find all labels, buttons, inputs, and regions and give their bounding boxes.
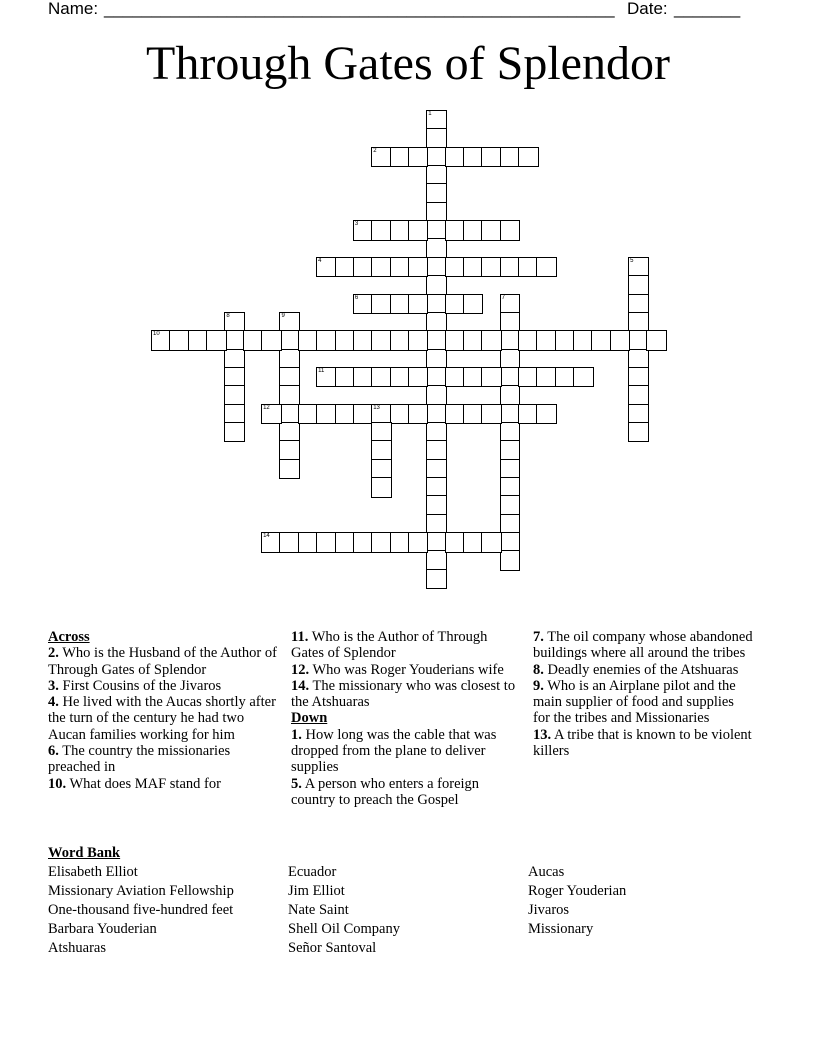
crossword-cell[interactable] — [408, 294, 429, 315]
cell-number: 3 — [354, 221, 359, 228]
crossword-cell[interactable] — [408, 532, 429, 553]
crossword-cell[interactable] — [610, 330, 631, 351]
crossword-cell[interactable] — [518, 147, 539, 168]
cell-number: 7 — [501, 294, 505, 301]
word-bank-item: Elisabeth Elliot — [48, 864, 138, 880]
crossword-cell[interactable] — [408, 330, 429, 351]
down-clue-9: 9. Who is an Airplane pilot and the main supplier of food and supplies for the tribes and Missionaries — [533, 677, 736, 727]
page-title: Through Gates of Splendor — [146, 37, 670, 90]
down-heading: Down — [291, 710, 328, 727]
crossword-cell[interactable] — [224, 422, 245, 443]
word-bank-item: Roger Youderian — [528, 883, 627, 899]
crossword-cell[interactable] — [408, 220, 429, 241]
cell-number: 5 — [630, 257, 634, 264]
crossword-cell[interactable] — [408, 147, 429, 168]
crossword-cell[interactable] — [481, 532, 502, 553]
crossword-cell[interactable] — [261, 330, 282, 351]
word-bank-column-2 — [288, 863, 400, 958]
crossword-cell[interactable] — [481, 330, 502, 351]
word-bank-item: Ecuador — [288, 864, 337, 880]
word-bank-item: Jim Elliot — [288, 883, 345, 899]
word-bank-item: Señor Santoval — [288, 940, 377, 956]
word-bank-heading: Word Bank — [48, 845, 121, 861]
crossword-cell[interactable] — [628, 422, 649, 443]
down-clue-13: 13. A tribe that is known to be violent killers — [533, 726, 752, 760]
crossword-cell[interactable] — [408, 257, 429, 278]
clue-column-2 — [291, 629, 519, 808]
clue-column-3 — [533, 629, 753, 759]
cell-number: 4 — [318, 257, 322, 264]
cell-number: 12 — [263, 404, 270, 411]
word-bank-item: Atshuaras — [48, 940, 106, 956]
cell-number: 9 — [281, 312, 285, 319]
across-clue-4: 4. He lived with the Aucas shortly after the turn of the century he had two Aucan families working for him — [48, 694, 276, 743]
across-clue-2: 2. Who is the Husband of the Author of Through Gates of Splendor — [48, 645, 277, 678]
word-bank-item: Missionary — [528, 921, 594, 937]
across-clue-10: 10. What does MAF stand for — [48, 775, 221, 792]
crossword-cell[interactable] — [536, 404, 557, 425]
crossword-cell[interactable] — [206, 330, 227, 351]
word-bank-item: Nate Saint — [288, 902, 349, 918]
date-blank[interactable]: _______ — [674, 0, 741, 18]
word-bank-item: Missionary Aviation Fellowship — [48, 883, 234, 899]
crossword-cell[interactable] — [573, 367, 594, 388]
name-blank[interactable]: ______________________________________________________ — [104, 0, 615, 18]
crossword-cell[interactable] — [371, 477, 392, 498]
across-clue-6: 6. The country the missionaries preached in — [48, 743, 231, 776]
cell-number: 6 — [354, 294, 359, 301]
down-clue-8: 8. Deadly enemies of the Atshuaras — [533, 661, 739, 678]
crossword-cell[interactable] — [261, 404, 282, 425]
across-clue-14: 14. The missionary who was closest to the Atshuaras — [291, 677, 516, 711]
cell-number: 1 — [428, 111, 432, 117]
down-clue-7: 7. The oil company whose abandoned buildings where all around the tribes — [533, 629, 753, 662]
crossword-cell[interactable] — [279, 459, 300, 480]
crossword-cell[interactable] — [481, 404, 502, 425]
crossword-cell[interactable] — [463, 294, 484, 315]
header-line — [48, 0, 748, 22]
cell-number: 14 — [263, 533, 270, 540]
word-bank-item: Jivaros — [528, 902, 570, 918]
across-clue-12: 12. Who was Roger Youderians wife — [291, 661, 504, 678]
date-label: Date: — [627, 0, 668, 18]
cell-number: 8 — [226, 312, 230, 319]
clue-column-1 — [48, 629, 280, 792]
crossword-cell[interactable] — [646, 330, 667, 351]
word-bank-column-1 — [48, 863, 234, 958]
down-clue-5: 5. A person who enters a foreign country to preach the Gospel — [291, 775, 480, 808]
name-label: Name: — [48, 0, 99, 18]
word-bank-item: Shell Oil Company — [288, 921, 400, 937]
cell-number: 2 — [373, 147, 377, 154]
word-bank-item: Aucas — [528, 864, 565, 880]
cell-number: 13 — [373, 404, 380, 411]
crossword-cell[interactable] — [426, 569, 447, 590]
word-bank-item: Barbara Youderian — [48, 921, 157, 937]
crossword-cell[interactable] — [500, 550, 521, 571]
crossword-cell[interactable] — [481, 367, 502, 388]
crossword-cell[interactable] — [408, 367, 429, 388]
across-clue-11: 11. Who is the Author of Through Gates of Splendor — [291, 629, 488, 662]
down-clue-1: 1. How long was the cable that was dropped from the plane to deliver supplies — [291, 726, 497, 776]
cell-number: 10 — [153, 331, 160, 338]
cell-number: 11 — [318, 367, 325, 374]
across-clue-3: 3. First Cousins of the Jivaros — [48, 677, 222, 694]
across-heading: Across — [48, 629, 90, 645]
crossword-cell[interactable] — [408, 404, 429, 425]
crossword-cell[interactable] — [500, 220, 521, 241]
crossword-cell[interactable] — [536, 257, 557, 278]
word-bank-column-3 — [528, 863, 626, 939]
word-bank-item: One-thousand five-hundred feet — [48, 902, 234, 918]
